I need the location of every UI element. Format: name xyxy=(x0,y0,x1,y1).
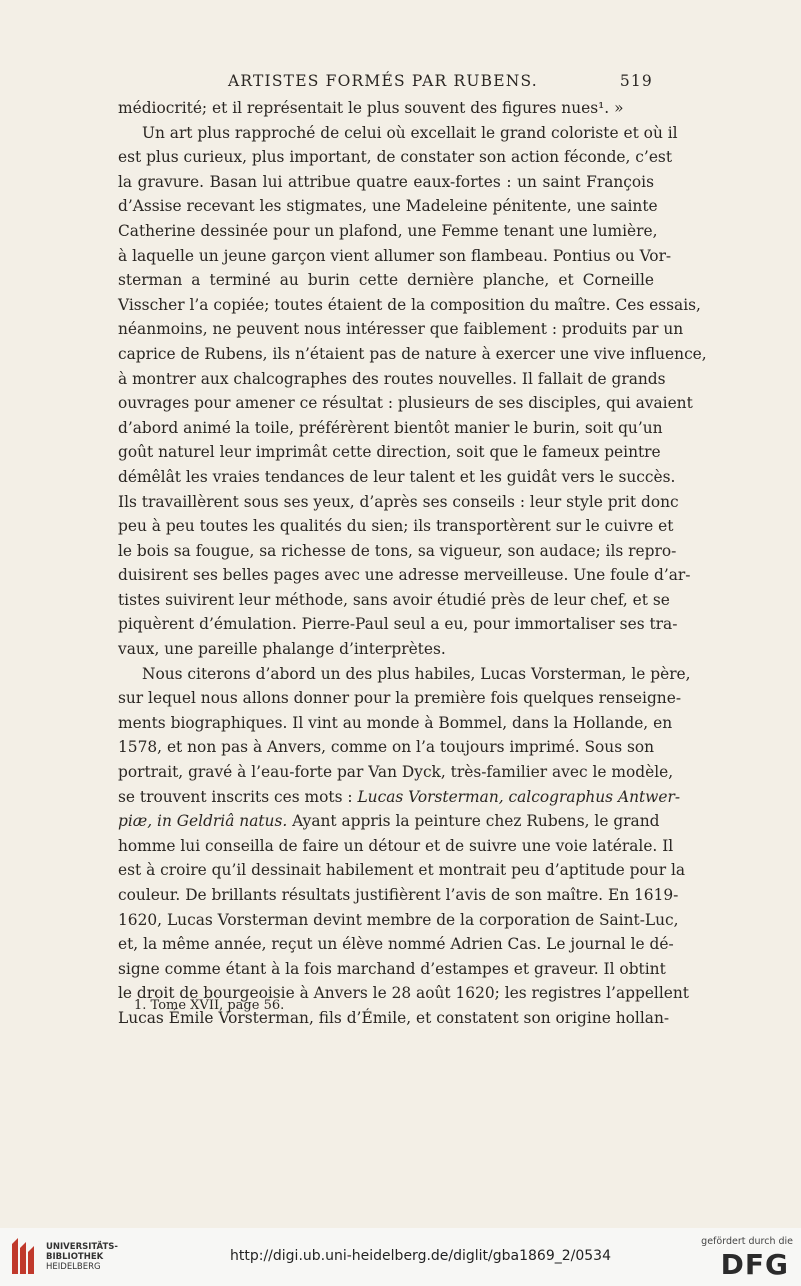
running-head xyxy=(118,72,653,98)
text-line: Catherine dessinée pour un plafond, une Femme tenant une lumière, xyxy=(118,221,658,240)
text-line: couleur. De brillants résultats justifièrent l’avis de son maître. En 1619- xyxy=(118,886,679,904)
text-line: sterman a terminé au burin cette dernière planche, et Corneille xyxy=(118,271,654,290)
text-line: portrait, gravé à l’eau-forte par Van Dyck, très-familier avec le modèle, xyxy=(118,763,674,782)
text-line: Ils travaillèrent sous ses yeux, d’après ses conseils : leur style prit donc xyxy=(118,492,679,511)
text-line: vaux, une pareille phalange d’interprètes. xyxy=(118,640,446,659)
text-line: Nous citerons d’abord un des plus habiles, Lucas Vorsterman, le père, xyxy=(142,664,691,683)
text-line: Lucas Émile Vorsterman, fils d’Émile, et constatent son origine hollan- xyxy=(118,1008,670,1027)
body-text xyxy=(118,96,707,1031)
paragraph-1 xyxy=(118,96,654,121)
text-line: le droit de bourgeoisie à Anvers le 28 août 1620; les registres l’appellent xyxy=(118,984,689,1003)
text-line: ouvrages pour amener ce résultat : plusieurs de ses disciples, qui avaient xyxy=(118,394,693,413)
text-line: signe comme étant à la fois marchand d’estampes et graveur. Il obtint xyxy=(118,959,666,978)
text-line: sur lequel nous allons donner pour la première fois quelques renseigne- xyxy=(118,689,682,708)
text-line: néanmoins, ne peuvent nous intéresser que faiblement : produits par un xyxy=(118,320,684,339)
text-line: 1620, Lucas Vorsterman devint membre de la corporation de Saint-Luc, xyxy=(118,910,679,929)
digitization-footer xyxy=(0,1228,801,1286)
text-line: goût naturel leur imprimât cette direction, soit que le fameux peintre xyxy=(118,443,661,462)
text-line: peu à peu toutes les qualités du sien; ils transportèrent sur le cuivre et xyxy=(118,517,674,536)
text-line: 1578, et non pas à Anvers, comme on l’a toujours imprimé. Sous son xyxy=(118,738,655,757)
paragraph-2 xyxy=(118,121,707,662)
text-line: et, la même année, reçut un élève nommé Adrien Cas. Le journal le dé- xyxy=(118,935,674,954)
text-line: se trouvent inscrits ces mots : Lucas Vorsterman, calcographus Antwer- xyxy=(118,787,681,806)
text-line: duisirent ses belles pages avec une adresse merveilleuse. Une foule d’ar- xyxy=(118,566,691,585)
text-line: le bois sa fougue, sa richesse de tons, sa vigueur, son audace; ils repro- xyxy=(118,541,677,560)
page-number: 519 xyxy=(619,72,653,90)
footnote: 1. Tome XVII, page 56. xyxy=(134,998,285,1013)
text-line: démêlât les vraies tendances de leur talent et les guidât vers le succès. xyxy=(118,467,676,486)
text-line: d’Assise recevant les stigmates, une Madeleine pénitente, une sainte xyxy=(118,197,658,216)
text-line: ments biographiques. Il vint au monde à Bommel, dans la Hollande, en xyxy=(118,713,673,732)
text-line: Visscher l’a copiée; toutes étaient de la composition du maître. Ces essais, xyxy=(118,295,701,314)
paragraph-3 xyxy=(118,662,691,1031)
text-line: est plus curieux, plus important, de constater son action féconde, c’est xyxy=(118,148,673,167)
text-line: à montrer aux chalcographes des routes nouvelles. Il fallait de grands xyxy=(118,369,666,388)
funding-note: gefördert durch die xyxy=(701,1236,793,1247)
permalink-url[interactable]: http://digi.ub.uni-heidelberg.de/diglit/gba1869_2/0534 xyxy=(230,1248,612,1264)
text-line: caprice de Rubens, ils n’étaient pas de nature à exercer une vive influence, xyxy=(118,344,707,363)
text-line: piquèrent d’émulation. Pierre-Paul seul a eu, pour immortaliser ses tra- xyxy=(118,615,678,634)
text-line: d’abord animé la toile, préférèrent bientôt manier le burin, soit qu’un xyxy=(118,418,663,437)
text-line: la gravure. Basan lui attribue quatre eaux-fortes : un saint François xyxy=(118,172,654,191)
text-line: est à croire qu’il dessinait habilement et montrait peu d’aptitude pour la xyxy=(118,861,686,880)
text-line: à laquelle un jeune garçon vient allumer son flambeau. Pontius ou Vor- xyxy=(118,246,672,265)
text-line: tistes suivirent leur méthode, sans avoir étudié près de leur chef, et se xyxy=(118,590,670,609)
heidelberg-library-logo-icon xyxy=(8,1234,40,1278)
text-line: Un art plus rapproché de celui où excellait le grand coloriste et où il xyxy=(142,123,678,142)
dfg-logo: DFG xyxy=(720,1248,789,1281)
text-line: médiocrité; et il représentait le plus souvent des figures nues¹. » xyxy=(118,99,624,117)
library-name: UNIVERSITÄTS- BIBLIOTHEK HEIDELBERG xyxy=(46,1242,118,1272)
text-line: homme lui conseilla de faire un détour et de suivre une voie latérale. Il xyxy=(118,836,674,855)
running-title: ARTISTES FORMÉS PAR RUBENS. xyxy=(228,72,538,90)
text-line: piæ, in Geldriâ natus. Ayant appris la peinture chez Rubens, le grand xyxy=(118,812,660,831)
